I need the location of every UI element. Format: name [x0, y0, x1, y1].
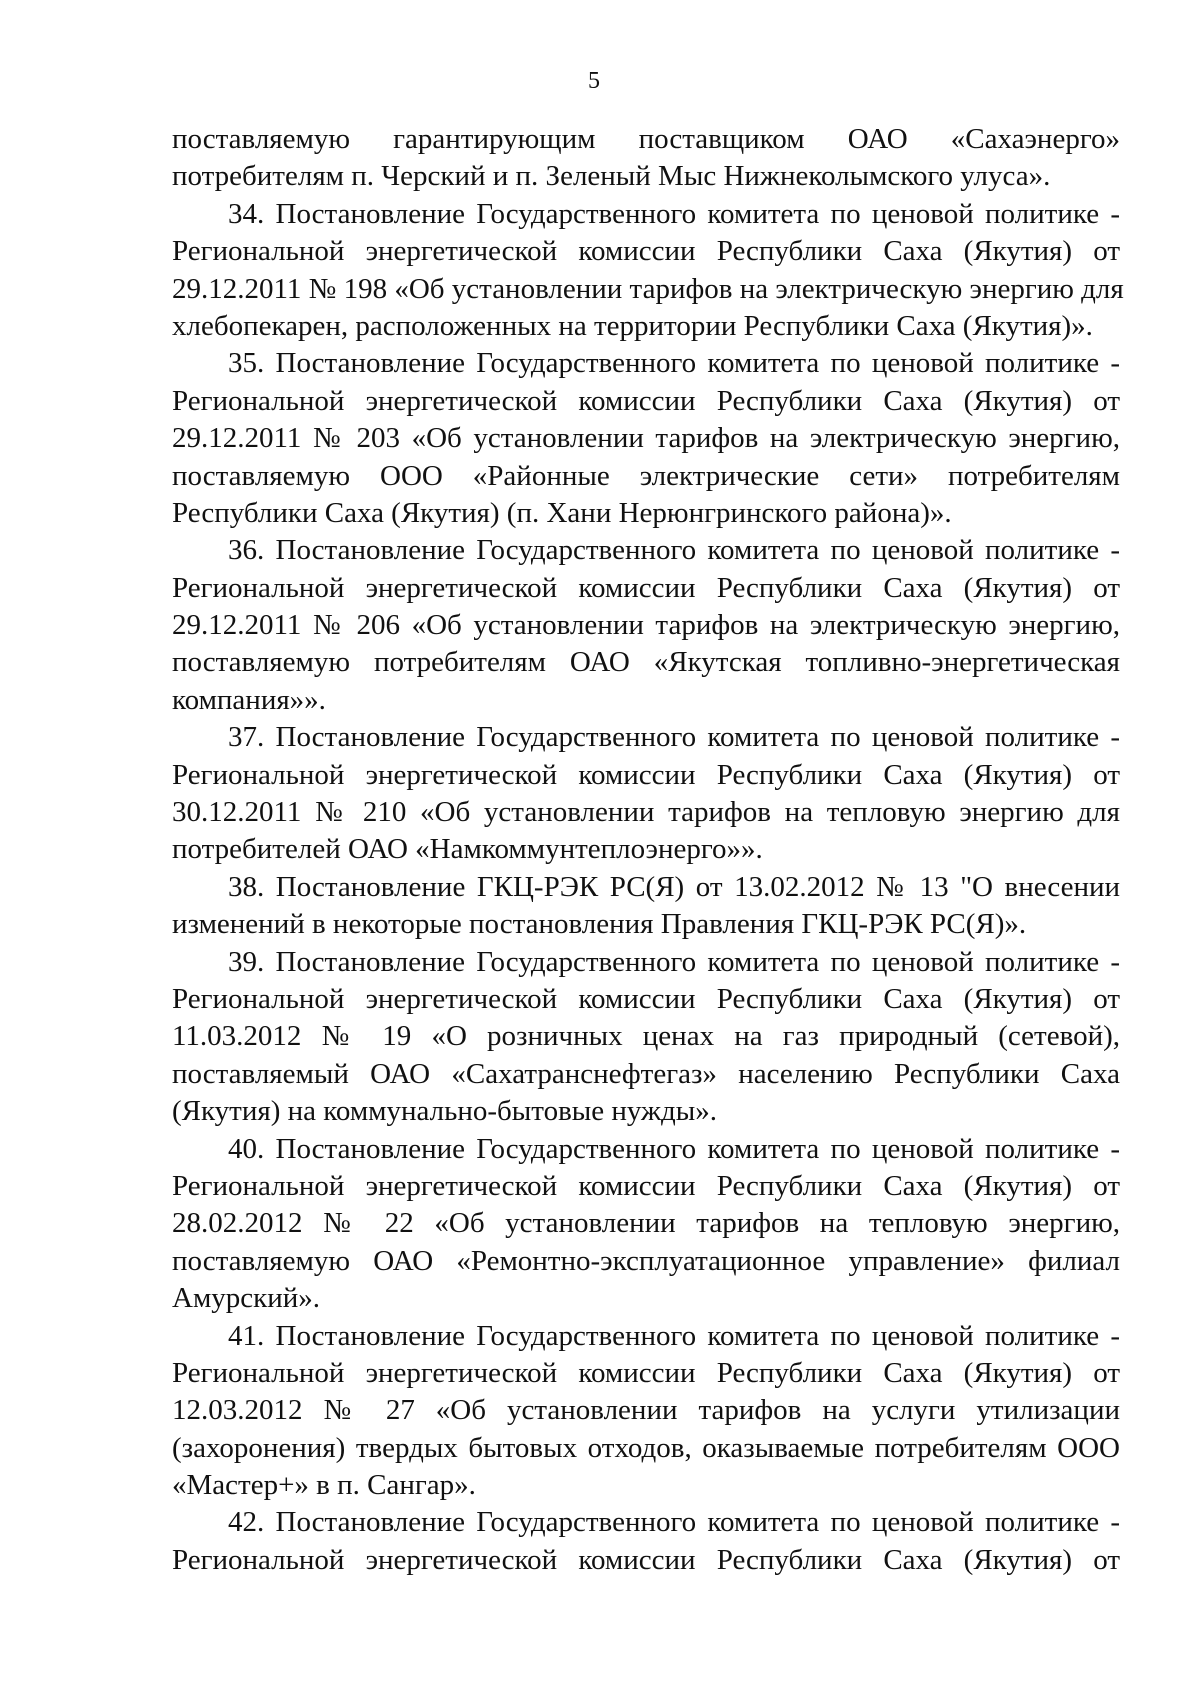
text-line: поставляемую гарантирующим поставщиком ОАО «Сахаэнерго»	[172, 123, 1120, 155]
text-line: Региональной энергетической комиссии Республики Саха (Якутия) от	[172, 235, 1120, 268]
paragraph-first-line: 35. Постановление Государственного комитета по ценовой политике -	[228, 347, 1120, 380]
text-line: 30.12.2011 № 210 «Об установлении тарифов на тепловую энергию для	[172, 796, 1120, 829]
paragraph-first-line: 41. Постановление Государственного комитета по ценовой политике -	[228, 1319, 1120, 1352]
paragraph-first-line: 37. Постановление Государственного комитета по ценовой политике -	[228, 721, 1120, 754]
paragraph-first-line: 36. Постановление Государственного комитета по ценовой политике -	[228, 534, 1120, 567]
text-line: поставляемый ОАО «Сахатранснефтегаз» населению Республики Саха	[172, 1057, 1120, 1090]
paragraph-first-line: 39. Постановление Государственного комитета по ценовой политике -	[228, 945, 1120, 978]
text-line: поставляемую ООО «Районные электрические сети» потребителям	[172, 459, 1120, 492]
document-body	[172, 121, 1124, 1579]
text-line: Региональной энергетической комиссии Республики Саха (Якутия) от	[172, 1356, 1120, 1389]
text-line: 12.03.2012 № 27 «Об установлении тарифов на услуги утилизации	[172, 1394, 1120, 1427]
text-line: поставляемую ОАО «Ремонтно-эксплуатационное управление» филиал	[172, 1244, 1120, 1277]
text-line: Региональной энергетической комиссии Республики Саха (Якутия) от	[172, 1169, 1120, 1202]
text-line: 29.12.2011 № 198 «Об установлении тарифов на электрическую энергию для	[172, 272, 1124, 305]
text-line: Региональной энергетической комиссии Республики Саха (Якутия) от	[172, 758, 1120, 791]
text-line: 28.02.2012 № 22 «Об установлении тарифов на тепловую энергию,	[172, 1207, 1120, 1240]
text-line: компания»».	[172, 683, 326, 716]
text-line: Региональной энергетической комиссии Республики Саха (Якутия) от	[172, 982, 1120, 1015]
text-line: Республики Саха (Якутия) (п. Хани Нерюнгринского района)».	[172, 496, 952, 529]
text-line: 11.03.2012 № 19 «О розничных ценах на газ природный (сетевой),	[172, 1020, 1120, 1053]
page-number: 5	[588, 68, 600, 94]
text-line: потребителей ОАО «Намкоммунтеплоэнерго»».	[172, 833, 763, 866]
text-line: (захоронения) твердых бытовых отходов, оказываемые потребителям ООО	[172, 1431, 1120, 1464]
text-line: поставляемую потребителям ОАО «Якутская топливно-энергетическая	[172, 646, 1120, 679]
text-line: Региональной энергетической комиссии Республики Саха (Якутия) от	[172, 384, 1120, 417]
text-line: Региональной энергетической комиссии Республики Саха (Якутия) от	[172, 571, 1120, 604]
text-line: «Мастер+» в п. Сангар».	[172, 1469, 476, 1502]
text-line: изменений в некоторые постановления Правления ГКЦ-РЭК РС(Я)».	[172, 908, 1027, 941]
text-line: (Якутия) на коммунально-бытовые нужды».	[172, 1095, 718, 1128]
text-line: 29.12.2011 № 206 «Об установлении тарифов на электрическую энергию,	[172, 609, 1120, 642]
paragraph-first-line: 34. Постановление Государственного комитета по ценовой политике -	[228, 197, 1120, 230]
paragraph-first-line: 40. Постановление Государственного комитета по ценовой политике -	[228, 1132, 1120, 1165]
paragraph-first-line: 42. Постановление Государственного комитета по ценовой политике -	[228, 1506, 1120, 1539]
text-line: 29.12.2011 № 203 «Об установлении тарифов на электрическую энергию,	[172, 422, 1120, 455]
text-line: Амурский».	[172, 1282, 321, 1315]
text-line: потребителям п. Черский и п. Зеленый Мыс Нижнеколымского улуса».	[172, 160, 1051, 193]
text-line: Региональной энергетической комиссии Республики Саха (Якутия) от	[172, 1543, 1120, 1576]
text-line: хлебопекарен, расположенных на территории Республики Саха (Якутия)».	[172, 309, 1093, 342]
paragraph-first-line: 38. Постановление ГКЦ-РЭК РС(Я) от 13.02.2012 № 13 "О внесении	[228, 870, 1120, 903]
